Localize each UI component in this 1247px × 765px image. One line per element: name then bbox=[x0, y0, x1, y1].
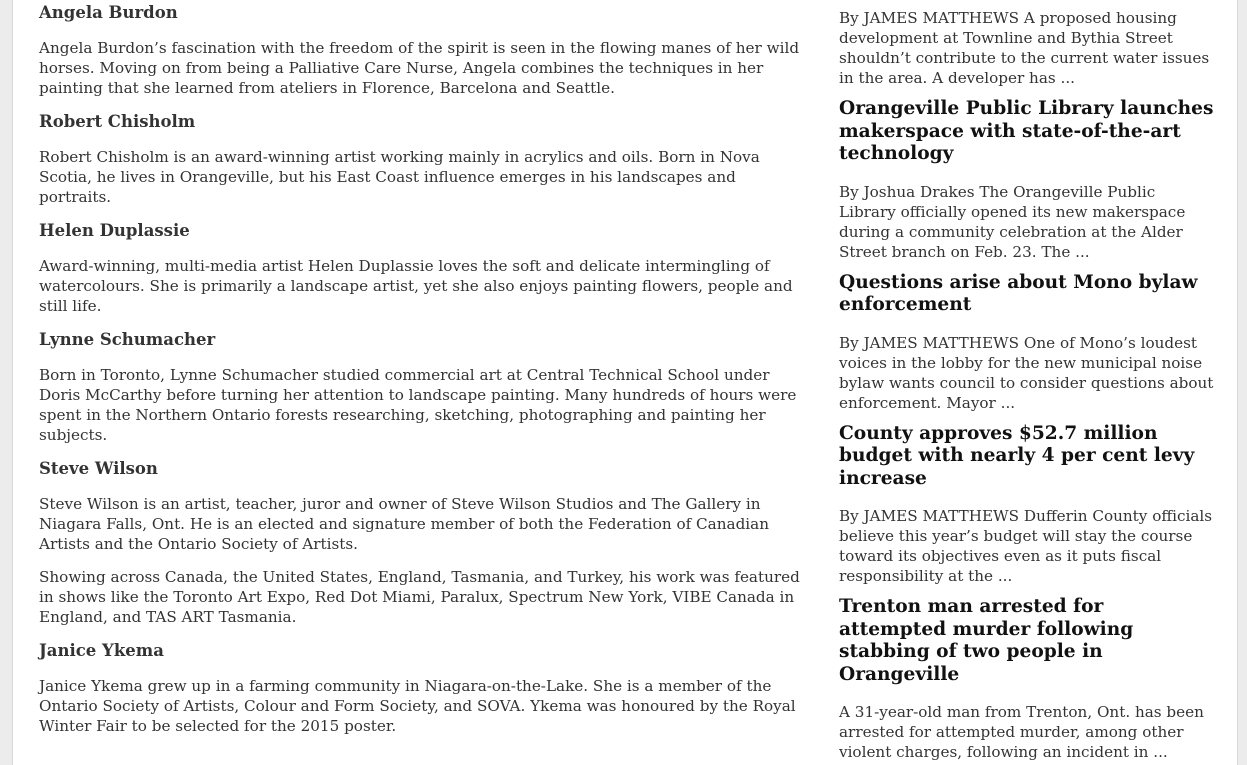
artist-bio: Born in Toronto, Lynne Schumacher studied commercial art at Central Technical School under Doris McCarthy before turning her attention to landscape painting. Many hundreds of hours were spent in the Northern Ontario forests researching, sketching, photographing and painting her subjects. bbox=[39, 366, 797, 444]
story-summary: By JAMES MATTHEWS Dufferin County officials believe this year’s budget will stay the course toward its objectives even as it puts fiscal responsibility at the ... bbox=[839, 507, 1213, 585]
artist-entry bbox=[39, 2, 809, 98]
story-summary: A 31-year-old man from Trenton, Ont. has been arrested for attempted murder, among other violent charges, following an incident in ... bbox=[839, 703, 1204, 761]
story-summary: By JAMES MATTHEWS One of Mono’s loudest voices in the lobby for the new municipal noise bylaw wants council to consider questions about enforcement. Mayor ... bbox=[839, 333, 1214, 412]
article-body bbox=[39, 2, 809, 749]
artist-name: Lynne Schumacher bbox=[39, 330, 216, 349]
story-headline-link[interactable]: Orangeville Public Library launches makerspace with state-of-the-art technology bbox=[839, 98, 1214, 164]
story-summary: By JAMES MATTHEWS A proposed housing development at Townline and Bythia Street shouldn’t contribute to the current water issues in the area. A developer has ... bbox=[839, 9, 1210, 87]
story-headline-link[interactable]: Questions arise about Mono bylaw enforcement bbox=[839, 271, 1198, 315]
artist-bio: Showing across Canada, the United States, England, Tasmania, and Turkey, his work was featured in shows like the Toronto Art Expo, Red Dot Miami, Paralux, Spectrum New York, VIBE Canada in England, and TAS ART Tasmania. bbox=[39, 568, 800, 626]
artist-bio: Angela Burdon’s fascination with the freedom of the spirit is seen in the flowing manes of her wild horses. Moving on from being a Palliative Care Nurse, Angela combines the techniques in her painting that she learned from ateliers in Florence, Barcelona and Seattle. bbox=[39, 39, 800, 97]
artist-bio: Janice Ykema grew up in a farming community in Niagara-on-the-Lake. She is a member of the Ontario Society of Artists, Colour and Form Society, and SOVA. Ykema was honoured by the Royal Winter Fair to be selected for the 2015 poster. bbox=[39, 677, 796, 735]
artist-name: Helen Duplassie bbox=[39, 221, 190, 240]
artist-name: Robert Chisholm bbox=[39, 112, 196, 131]
artist-bio: Steve Wilson is an artist, teacher, juror and owner of Steve Wilson Studios and The Gallery in Niagara Falls, Ont. He is an elected and signature member of both the Federation of Canadian Artists and the Ontario Society of Artists. bbox=[39, 495, 769, 553]
story-item bbox=[839, 423, 1215, 587]
story-item bbox=[839, 596, 1215, 762]
artist-entry bbox=[39, 640, 809, 736]
artist-bio: Award-winning, multi-media artist Helen Duplassie loves the soft and delicate intermingling of watercolours. She is primarily a landscape artist, yet she also enjoys painting flowers, people and still life. bbox=[39, 257, 793, 315]
artist-entry bbox=[39, 458, 809, 627]
story-item bbox=[839, 272, 1215, 413]
artist-entry bbox=[39, 220, 809, 316]
artist-bio: Robert Chisholm is an award-winning artist working mainly in acrylics and oils. Born in Nova Scotia, he lives in Orangeville, but his East Coast influence emerges in his landscapes and portraits. bbox=[39, 148, 760, 206]
story-item bbox=[839, 98, 1215, 262]
story-headline-link[interactable]: Trenton man arrested for attempted murder following stabbing of two people in Orangeville bbox=[839, 596, 1134, 685]
related-stories-sidebar bbox=[839, 8, 1215, 765]
story-headline-link[interactable]: County approves $52.7 million budget with nearly 4 per cent levy increase bbox=[839, 422, 1195, 489]
page-container bbox=[12, 0, 1238, 765]
artist-name: Steve Wilson bbox=[39, 459, 158, 478]
story-summary: By Joshua Drakes The Orangeville Public Library officially opened its new makerspace during a community celebration at the Alder Street branch on Feb. 23. The ... bbox=[839, 182, 1186, 261]
artist-name: Janice Ykema bbox=[39, 641, 164, 660]
artist-entry bbox=[39, 329, 809, 445]
artist-entry bbox=[39, 111, 809, 207]
artist-name: Angela Burdon bbox=[39, 3, 178, 22]
